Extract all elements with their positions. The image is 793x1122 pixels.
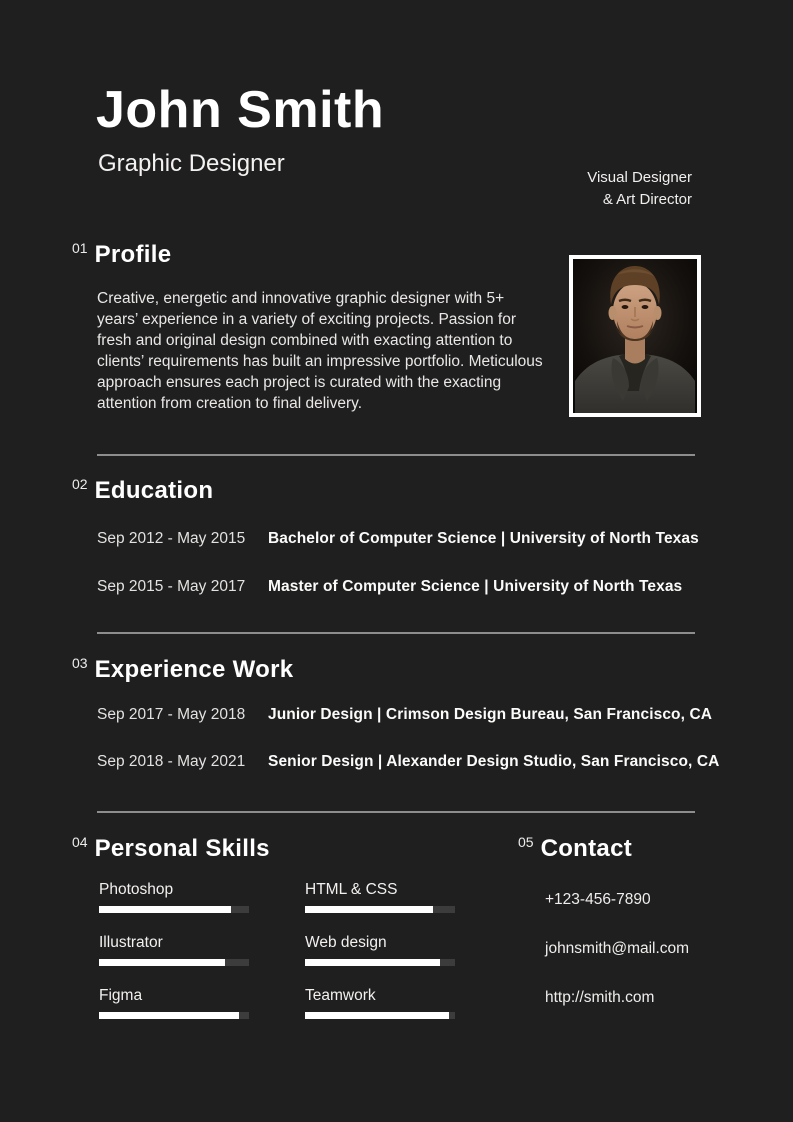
- profile-photo: [569, 255, 701, 417]
- skill-item: [99, 934, 249, 966]
- skill-item: [305, 934, 455, 966]
- section-number: 03: [72, 655, 88, 671]
- skill-item: [305, 881, 455, 913]
- skill-bar-fill: [99, 1012, 239, 1019]
- divider: [97, 811, 695, 813]
- job-title: Graphic Designer: [98, 150, 285, 177]
- skill-bar: [99, 906, 249, 913]
- section-title: Education: [94, 477, 214, 504]
- skill-bar: [305, 1012, 455, 1019]
- section-number: 02: [72, 476, 88, 492]
- skill-label: HTML & CSS: [305, 881, 398, 898]
- contact-phone: +123-456-7890: [545, 891, 651, 908]
- section-heading-skills: [72, 835, 270, 863]
- section-heading-education: [72, 477, 213, 505]
- skill-item: [305, 987, 455, 1019]
- divider: [97, 632, 695, 634]
- contact-website: http://smith.com: [545, 989, 655, 1006]
- skill-bar: [99, 959, 249, 966]
- tagline-line-1: Visual Designer: [587, 169, 692, 186]
- contact-list: [545, 891, 689, 1007]
- divider: [97, 454, 695, 456]
- tagline-line-2: & Art Director: [602, 190, 692, 208]
- section-title: Personal Skills: [94, 835, 270, 862]
- section-number: 05: [518, 834, 534, 850]
- skill-label: Illustrator: [99, 934, 163, 951]
- skill-bar-fill: [305, 959, 440, 966]
- section-title: Experience Work: [94, 656, 294, 683]
- skill-label: Web design: [305, 934, 387, 951]
- section-heading-experience: [72, 656, 293, 684]
- skill-label: Teamwork: [305, 987, 376, 1004]
- contact-email: johnsmith@mail.com: [545, 940, 690, 957]
- skills-grid: [99, 881, 455, 1019]
- section-number: 04: [72, 834, 88, 850]
- experience-details: Senior Design | Alexander Design Studio, San Francisco, CA: [268, 753, 720, 770]
- skill-bar: [305, 906, 455, 913]
- experience-row: [97, 753, 719, 771]
- skill-bar-fill: [305, 1012, 449, 1019]
- section-number: 01: [72, 240, 88, 256]
- section-heading-contact: [518, 835, 632, 863]
- section-heading-profile: [72, 241, 171, 269]
- skill-item: [99, 881, 249, 913]
- tagline: [587, 167, 692, 210]
- skill-bar: [305, 959, 455, 966]
- experience-dates: Sep 2018 - May 2021: [97, 753, 246, 770]
- skill-bar: [99, 1012, 249, 1019]
- education-details: Master of Computer Science | University of North Texas: [268, 578, 683, 595]
- education-row: [97, 530, 699, 548]
- experience-dates: Sep 2017 - May 2018: [97, 706, 246, 723]
- skill-bar-fill: [305, 906, 433, 913]
- section-title: Contact: [540, 835, 633, 862]
- education-dates: Sep 2012 - May 2015: [97, 530, 246, 547]
- skill-label: Photoshop: [99, 881, 174, 898]
- education-details: Bachelor of Computer Science | University of North Texas: [268, 530, 699, 547]
- education-row: [97, 578, 682, 596]
- portrait-illustration: [573, 259, 697, 413]
- skill-bar-fill: [99, 906, 231, 913]
- education-dates: Sep 2015 - May 2017: [97, 578, 246, 595]
- skill-label: Figma: [99, 987, 143, 1004]
- person-name: John Smith: [96, 81, 385, 139]
- experience-row: [97, 706, 712, 724]
- profile-paragraph: Creative, energetic and innovative graphic designer with 5+ years’ experience in a variety of exciting projects. Passion for fresh and original design combined with exacting attention to clients’ requirements has built an impressive portfolio. Meticulous approach ensures each project is curated with the exacting attention from creation to final delivery.: [97, 290, 543, 412]
- skill-item: [99, 987, 249, 1019]
- section-title: Profile: [94, 241, 172, 268]
- skill-bar-fill: [99, 959, 225, 966]
- experience-details: Junior Design | Crimson Design Bureau, San Francisco, CA: [268, 706, 713, 723]
